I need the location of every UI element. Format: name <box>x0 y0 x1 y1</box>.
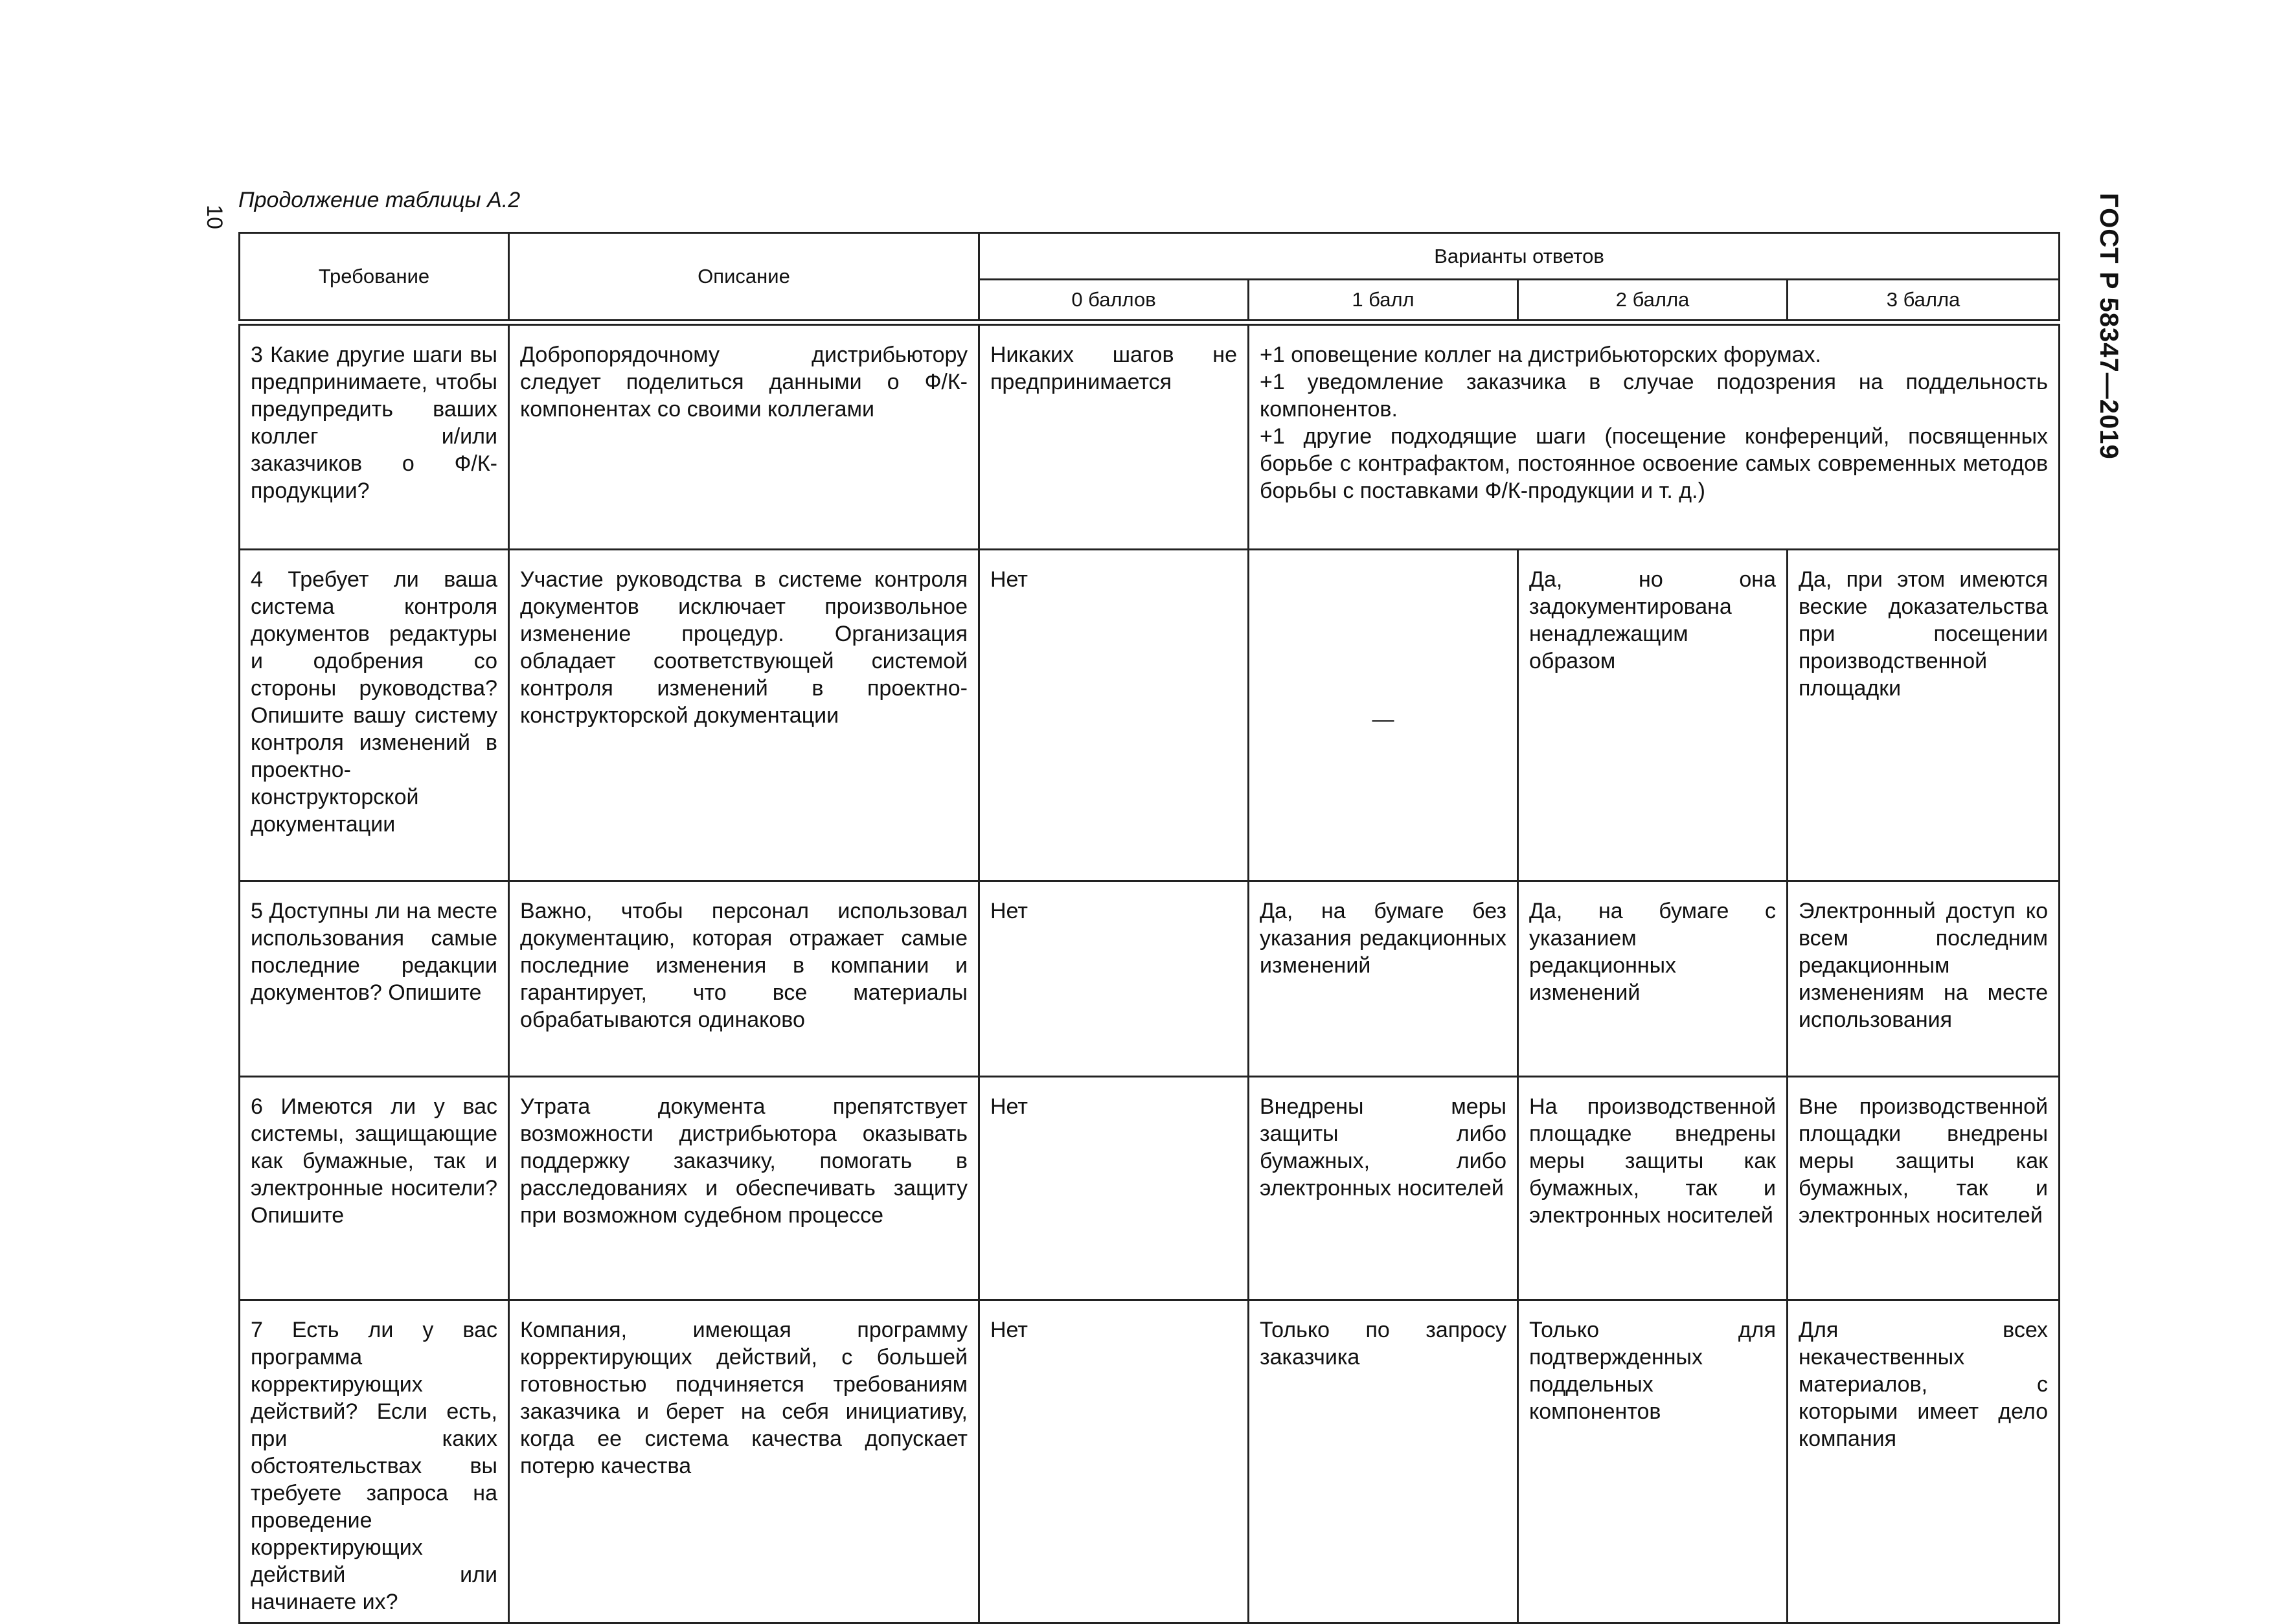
score-2-cell: На производственной площадке внедрены меры защиты как бумажных, так и электронных носителей <box>1518 1076 1788 1300</box>
score-0-cell: Нет <box>979 549 1249 881</box>
score-2-cell: Да, но она задокументирована ненадлежащим образом <box>1518 549 1788 881</box>
table-row <box>240 1300 2060 1623</box>
header-score-1: 1 балл <box>1249 280 1518 322</box>
table-row <box>240 1076 2060 1300</box>
header-score-2: 2 балла <box>1518 280 1788 322</box>
standard-designation: ГОСТ Р 58347—2019 <box>2095 193 2123 460</box>
score-1-cell: — <box>1249 549 1518 881</box>
score-line: +1 оповещение коллег на дистрибьюторских форумах. <box>1260 342 1821 367</box>
score-3-cell: Электронный доступ ко всем последним редакционным изменениям на месте использования <box>1788 881 2060 1076</box>
page-number: 10 <box>201 205 227 229</box>
score-2-cell: Только для подтвержденных поддельных компонентов <box>1518 1300 1788 1623</box>
table-row <box>240 881 2060 1076</box>
score-1-cell: Да, на бумаге без указания редакционных изменений <box>1249 881 1518 1076</box>
score-0-cell: Никаких шагов не предпринимается <box>979 322 1249 550</box>
description-cell: Участие руководства в системе контроля документов исключает произвольное изменение процедур. Организация обладает соответствующей системой контроля изменений в проектно-конструкторской документации <box>509 549 979 881</box>
requirement-cell: 6 Имеются ли у вас системы, защищающие как бумажные, так и электронные носители? Опишите <box>240 1076 509 1300</box>
header-description: Описание <box>509 233 979 322</box>
score-1-cell: Только по запросу заказчика <box>1249 1300 1518 1623</box>
description-cell: Важно, чтобы персонал использовал документацию, которая отражает самые последние изменения в компании и гарантирует, что все материалы обрабатываются одинаково <box>509 881 979 1076</box>
merged-score-cell <box>1249 322 2060 550</box>
score-line: +1 другие подходящие шаги (посещение конференций, посвященных борьбе с контрафактом, постоянное освоение самых современных методов борьбы с поставками Ф/К-продукции и т. д.) <box>1260 423 2049 503</box>
table-caption: Продолжение таблицы А.2 <box>238 188 521 212</box>
description-cell: Добропорядочному дистрибьютору следует поделиться данными о Ф/К-компонентах со своими коллегами <box>509 322 979 550</box>
score-2-cell: Да, на бумаге с указанием редакционных изменений <box>1518 881 1788 1076</box>
score-0-cell: Нет <box>979 1076 1249 1300</box>
requirement-cell: 4 Требует ли ваша система контроля документов редактуры и одобрения со стороны руководства? Опишите вашу систему контроля изменений в проектно-конструкторской документации <box>240 549 509 881</box>
header-score-3: 3 балла <box>1788 280 2060 322</box>
header-score-0: 0 баллов <box>979 280 1249 322</box>
header-requirement: Требование <box>240 233 509 322</box>
description-cell: Утрата документа препятствует возможности дистрибьютора оказывать поддержку заказчику, помогать в расследованиях и обеспечивать защиту при возможном судебном процессе <box>509 1076 979 1300</box>
requirements-table <box>238 232 2060 1624</box>
table-row <box>240 322 2060 550</box>
table-row <box>240 549 2060 881</box>
header-answer-variants: Варианты ответов <box>979 233 2060 280</box>
score-0-cell: Нет <box>979 1300 1249 1623</box>
score-0-cell: Нет <box>979 881 1249 1076</box>
score-3-cell: Для всех некачественных материалов, с которыми имеет дело компания <box>1788 1300 2060 1623</box>
score-3-cell: Вне производственной площадки внедрены меры защиты как бумажных, так и электронных носителей <box>1788 1076 2060 1300</box>
score-1-cell: Внедрены меры защиты либо бумажных, либо электронных носителей <box>1249 1076 1518 1300</box>
requirement-cell: 5 Доступны ли на месте использования самые последние редакции документов? Опишите <box>240 881 509 1076</box>
description-cell: Компания, имеющая программу корректирующих действий, с большей готовностью подчиняется требованиям заказчика и берет на себя инициативу, когда ее система качества допускает потерю качества <box>509 1300 979 1623</box>
requirement-cell: 3 Какие другие шаги вы предпринимаете, чтобы предупредить ваших коллег и/или заказчиков о Ф/К-продукции? <box>240 322 509 550</box>
score-line: +1 уведомление заказчика в случае подозрения на поддельность компонентов. <box>1260 369 2049 422</box>
score-3-cell: Да, при этом имеются веские доказательства при посещении производственной площадки <box>1788 549 2060 881</box>
requirement-cell: 7 Есть ли у вас программа корректирующих действий? Если есть, при каких обстоятельствах вы требуете запроса на проведение корректирующих действий или начинаете их? <box>240 1300 509 1623</box>
